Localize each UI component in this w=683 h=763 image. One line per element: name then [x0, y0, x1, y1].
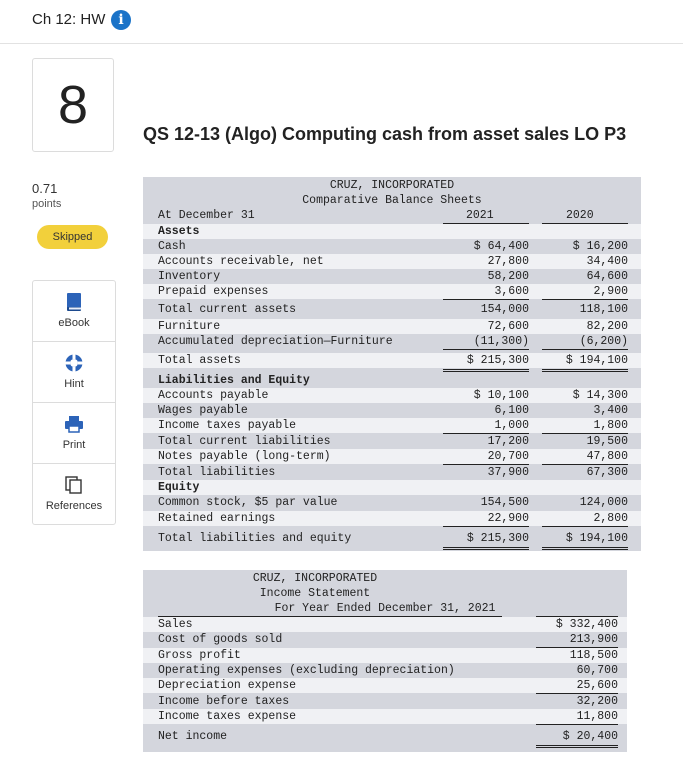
rule — [542, 549, 628, 550]
rule — [542, 299, 628, 300]
rule — [536, 745, 618, 746]
value-2021: 37,900 — [487, 466, 529, 479]
value-2021: 17,200 — [487, 435, 529, 448]
bs-date-label: At December 31 — [158, 209, 255, 222]
references-button[interactable] — [33, 464, 115, 524]
value-2021: 27,800 — [487, 255, 529, 268]
rule — [542, 369, 628, 370]
rule — [536, 747, 618, 748]
row-label: Inventory — [158, 270, 221, 283]
row-value: 60,700 — [576, 664, 618, 677]
table-row — [143, 239, 641, 254]
print-button[interactable] — [33, 403, 115, 464]
table-row — [143, 373, 641, 388]
table-row — [143, 334, 641, 349]
row-label: Depreciation expense — [158, 679, 297, 692]
book-icon — [64, 292, 84, 312]
row-label: Net income — [158, 730, 228, 743]
table-row — [143, 511, 641, 526]
balance-sheet — [143, 177, 641, 551]
value-2021: $ 215,300 — [466, 354, 529, 367]
row-value: 32,200 — [576, 695, 618, 708]
row-label: Gross profit — [158, 649, 241, 662]
table-row — [143, 418, 641, 433]
value-2021: (11,300) — [473, 335, 529, 348]
row-value: $ 332,400 — [555, 618, 618, 631]
points-label: points — [32, 198, 62, 210]
row-value: 11,800 — [576, 710, 618, 723]
row-label: Assets — [158, 225, 200, 238]
table-row — [143, 531, 641, 546]
rule — [443, 371, 529, 372]
rule — [443, 369, 529, 370]
table-row — [143, 709, 627, 724]
tools-panel — [32, 280, 116, 525]
bs-col-2020: 2020 — [566, 209, 594, 222]
row-value: $ 20,400 — [562, 730, 618, 743]
rule — [443, 299, 529, 300]
value-2020: 1,800 — [593, 419, 628, 432]
rule — [542, 526, 628, 527]
value-2021: 154,000 — [480, 303, 529, 316]
question-title: QS 12-13 (Algo) Computing cash from asset sales LO P3 — [143, 124, 627, 144]
rule — [542, 371, 628, 372]
value-2021: 6,100 — [494, 404, 529, 417]
bs-col-2021: 2021 — [466, 209, 494, 222]
value-2021: 20,700 — [487, 450, 529, 463]
row-label: Accounts payable — [158, 389, 269, 402]
table-row — [143, 284, 641, 299]
table-row — [143, 465, 641, 480]
table-row — [143, 663, 627, 678]
info-icon[interactable]: i — [111, 10, 131, 30]
table-row — [143, 302, 641, 317]
value-2021: 58,200 — [487, 270, 529, 283]
value-2021: $ 64,400 — [473, 240, 529, 253]
rule — [443, 349, 529, 350]
row-label: Accounts receivable, net — [158, 255, 324, 268]
rule — [443, 547, 529, 548]
value-2021: $ 215,300 — [466, 532, 529, 545]
tool-label: Hint — [64, 378, 84, 390]
rule — [542, 349, 628, 350]
value-2020: $ 194,100 — [565, 354, 628, 367]
value-2020: 64,600 — [586, 270, 628, 283]
value-2020: 3,400 — [593, 404, 628, 417]
row-label: Cost of goods sold — [158, 633, 283, 646]
hint-button[interactable] — [33, 342, 115, 403]
row-label: Furniture — [158, 320, 221, 333]
table-row — [143, 729, 627, 744]
row-label: Wages payable — [158, 404, 248, 417]
points-value: 0.71 — [32, 181, 58, 196]
table-row — [143, 388, 641, 403]
value-2020: 82,200 — [586, 320, 628, 333]
row-label: Total current liabilities — [158, 435, 331, 448]
row-label: Equity — [158, 481, 200, 494]
value-2020: 2,900 — [593, 285, 628, 298]
table-row — [143, 495, 641, 510]
value-2020: 34,400 — [586, 255, 628, 268]
row-label: Notes payable (long-term) — [158, 450, 331, 463]
is-period: For Year Ended December 31, 2021 — [274, 602, 496, 615]
value-2020: 47,800 — [586, 450, 628, 463]
status-badge: Skipped — [37, 225, 108, 249]
bs-company: CRUZ, INCORPORATED — [329, 179, 455, 192]
value-2021: 72,600 — [487, 320, 529, 333]
table-row — [143, 269, 641, 284]
table-row — [143, 224, 641, 239]
value-2021: 3,600 — [494, 285, 529, 298]
is-statement: Income Statement — [259, 587, 371, 600]
row-label: Liabilities and Equity — [158, 374, 310, 387]
row-label: Income taxes expense — [158, 710, 297, 723]
table-row — [143, 449, 641, 464]
table-row — [143, 254, 641, 269]
table-row — [143, 632, 627, 647]
row-value: 213,900 — [569, 633, 618, 646]
row-label: Retained earnings — [158, 512, 276, 525]
rule — [443, 526, 529, 527]
value-2020: 124,000 — [579, 496, 628, 509]
table-row — [143, 353, 641, 368]
value-2021: $ 10,100 — [473, 389, 529, 402]
tool-label: References — [45, 500, 103, 512]
row-label: Income before taxes — [158, 695, 290, 708]
tool-label: Print — [62, 439, 86, 451]
table-row — [143, 694, 627, 709]
rule — [443, 549, 529, 550]
value-2020: $ 16,200 — [572, 240, 628, 253]
bs-statement: Comparative Balance Sheets — [302, 194, 482, 207]
ebook-button[interactable] — [33, 281, 115, 342]
row-label: Prepaid expenses — [158, 285, 269, 298]
rule — [542, 547, 628, 548]
value-2021: 154,500 — [480, 496, 529, 509]
printer-icon — [64, 414, 84, 434]
copy-icon — [64, 475, 84, 495]
row-value: 118,500 — [569, 649, 618, 662]
lifebuoy-icon — [64, 353, 84, 373]
income-statement — [143, 570, 627, 752]
row-label: Income taxes payable — [158, 419, 297, 432]
assignment-title: Ch 12: HW — [32, 11, 106, 28]
row-label: Cash — [158, 240, 186, 253]
row-label: Total liabilities and equity — [158, 532, 352, 545]
table-row — [143, 319, 641, 334]
row-label: Sales — [158, 618, 193, 631]
row-label: Common stock, $5 par value — [158, 496, 338, 509]
value-2020: 118,100 — [579, 303, 628, 316]
value-2021: 22,900 — [487, 512, 529, 525]
value-2020: 19,500 — [586, 435, 628, 448]
question-number: 8 — [32, 58, 114, 152]
table-row — [143, 617, 627, 632]
row-value: 25,600 — [576, 679, 618, 692]
is-company: CRUZ, INCORPORATED — [252, 572, 378, 585]
value-2020: (6,200) — [579, 335, 628, 348]
row-label: Total liabilities — [158, 466, 276, 479]
table-row — [143, 678, 627, 693]
top-bar — [0, 0, 683, 44]
value-2020: 2,800 — [593, 512, 628, 525]
table-row — [143, 403, 641, 418]
rule — [536, 724, 618, 725]
table-row — [143, 480, 641, 495]
value-2020: 67,300 — [586, 466, 628, 479]
row-label: Total current assets — [158, 303, 297, 316]
row-label: Operating expenses (excluding depreciation) — [158, 664, 455, 677]
table-row — [143, 434, 641, 449]
row-label: Accumulated depreciation—Furniture — [158, 335, 393, 348]
tool-label: eBook — [58, 317, 90, 329]
value-2020: $ 14,300 — [572, 389, 628, 402]
table-row — [143, 648, 627, 663]
value-2020: $ 194,100 — [565, 532, 628, 545]
value-2021: 1,000 — [494, 419, 529, 432]
row-label: Total assets — [158, 354, 241, 367]
